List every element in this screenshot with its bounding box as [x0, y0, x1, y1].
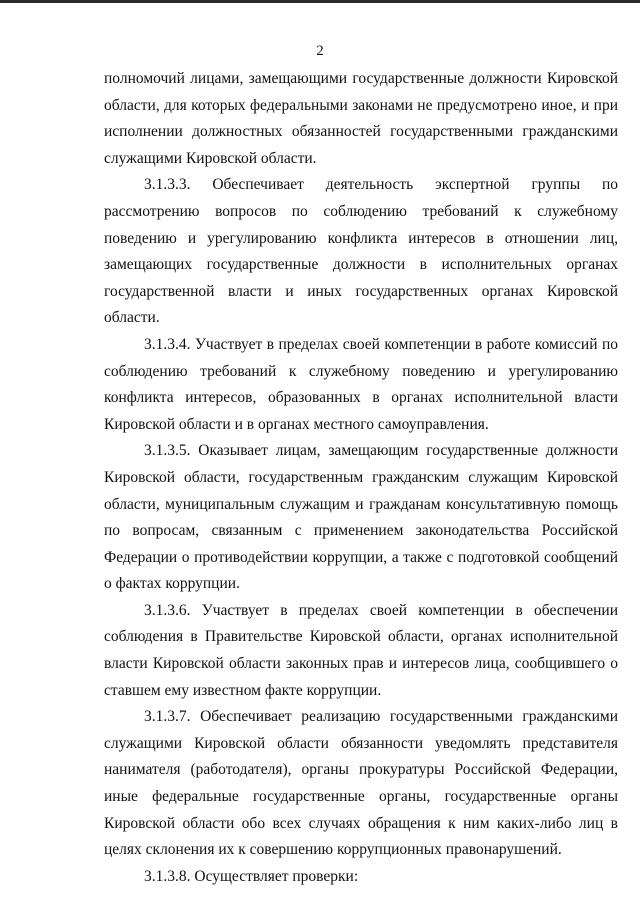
- paragraph-3-1-3-8: 3.1.3.8. Осуществляет проверки:: [144, 867, 359, 885]
- page-number: 2: [316, 43, 324, 59]
- paragraph-3-1-3-4: 3.1.3.4. Участвует в пределах своей компетенции в работе комиссий по соблюдению требований к служебному поведению и урегулированию конфликта интересов, образованных в органах исполнительной власти Кировской области и в органах местного самоуправления.: [104, 335, 618, 433]
- paragraph-3-1-3-5: 3.1.3.5. Оказывает лицам, замещающим государственные должности Кировской области, государственным гражданским служащим Кировской области, муниципальным служащим и гражданам консультативную помощь по вопросам, связанным с применением законодательства Российской Федерации о противодействии коррупции, а также с подготовкой сообщений о фактах коррупции.: [104, 442, 618, 593]
- paragraph-3-1-3-6: 3.1.3.6. Участвует в пределах своей компетенции в обеспечении соблюдения в Правительстве Кировской области, органах исполнительной власти Кировской области законных прав и интересов лица, сообщившего о ставшем ему известном факте коррупции.: [104, 601, 618, 699]
- paragraph-continuation: полномочий лицами, замещающими государственные должности Кировской области, для которых федеральными законами не предусмотрено иное, и при исполнении должностных обязанностей государственными гражданскими служащими Кировской области.: [104, 70, 618, 167]
- document-body: [104, 66, 618, 890]
- paragraph-3-1-3-3: 3.1.3.3. Обеспечивает деятельность экспертной группы по рассмотрению вопросов по соблюдению требований к служебному поведению и урегулированию конфликта интересов в отношении лиц, замещающих государственные должности в исполнительных органах государственной власти и иных государственных органах Кировской области.: [104, 176, 618, 327]
- paragraph-3-1-3-7: 3.1.3.7. Обеспечивает реализацию государственными гражданскими служащими Кировской области обязанности уведомлять представителя нанимателя (работодателя), органы прокуратуры Российской Федерации, иные федеральные государственные органы, государственные органы Кировской области обо всех случаях обращения к ним каких-либо лиц в целях склонения их к совершению коррупционных правонарушений.: [104, 708, 618, 859]
- top-scan-edge-line: [0, 0, 640, 3]
